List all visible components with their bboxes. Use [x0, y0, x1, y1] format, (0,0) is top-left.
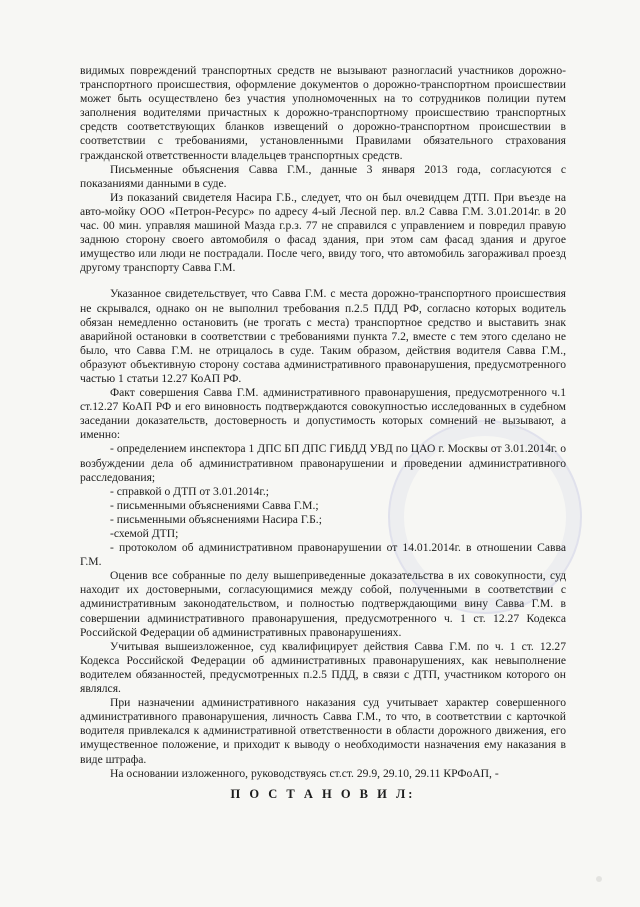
evidence-item-ruling: - определением инспектора 1 ДПС БП ДПС ГИБДД УВД по ЦАО г. Москвы от 3.01.2014г. о возбуждении дела об административном правонарушении и проведении административного расследования;	[80, 442, 566, 484]
paragraph-evidence-intro: Факт совершения Савва Г.М. административного правонарушения, предусмотренного ч.1 ст.12.27 КоАП РФ и его виновность подтверждаются совокупностью исследованных в судебном заседании доказательств, достоверность и допустимость которых сомнений не вызывают, а именно:	[80, 386, 566, 442]
paragraph-sentencing: При назначении административного наказания суд учитывает характер совершенного административного правонарушения, личность Савва Г.М., то что, в соответствии с карточкой водителя привлекался к административной ответственности в области дорожного движения, его имущественное положение, и приходит к выводу о необходимости назначения ему наказания в виде штрафа.	[80, 696, 566, 766]
paragraph-written-explanations: Письменные объяснения Савва Г.М., данные 3 января 2013 года, согласуются с показаниями данными в суде.	[80, 162, 566, 190]
evidence-item-certificate: - справкой о ДТП от 3.01.2014г.;	[110, 484, 269, 498]
paragraph-traffic-rules: видимых повреждений транспортных средств не вызывают разногласий участников дорожно-транспортного происшествия, оформление документов о дорожно-транспортном происшествии может быть осуществлено без участия уполномоченных на то сотрудников полиции путем заполнения водителями причастных к дорожно-транспортному происшествию транспортных средств соответствующих бланков извещений о дорожно-транспортном происшествии в соответствии с требованиями, установленными Правилами обязательного страхования гражданской ответственности владельцев транспортных средств.	[80, 64, 566, 162]
scan-dot	[596, 876, 602, 882]
evidence-item-explanations-savva: - письменными объяснениями Савва Г.М.;	[110, 498, 319, 512]
document-body	[80, 64, 566, 801]
evidence-item-protocol: - протоколом об административном правонарушении от 14.01.2014г. в отношении Савва Г.М.	[80, 541, 566, 569]
ruling-heading: П О С Т А Н О В И Л:	[230, 786, 416, 801]
paragraph-witness-testimony: Из показаний свидетеля Насира Г.Б., следует, что он был очевидцем ДТП. При въезде на авто-мойку ООО «Петрон-Ресурс» по адресу 4-ый Лесной пер. вл.2 Савва Г.М. 3.01.2014г. в 20 час. 00 мин. управляя машиной Мазда г.р.з. 77 не справился с управлением и повредил правую заднюю сторону своего автомобиля о фасад здания, при этом сам фасад здания и другое имущество или люди не пострадали. После чего, ввиду того, что автомобиль загораживал проезд другому транспорту Савва Г.М.	[80, 190, 566, 275]
paragraph-findings: Указанное свидетельствует, что Савва Г.М. с места дорожно-транспортного происшествия не скрывался, однако он не выполнил требования п.2.5 ПДД РФ, согласно которых водитель обязан немедленно остановить (не трогать с места) транспортное средство и выставить знак аварийной остановки в соответствии с требованиями пункта 7.2, вместе с тем этого сделано не было, что Савва Г.М. не отрицалось в суде. Таким образом, действия водителя Савва Г.М., образуют объективную сторону состава административного правонарушения, предусмотренного частью 1 статьи 12.27 КоАП РФ.	[80, 287, 566, 385]
evidence-item-explanations-nasira: - письменными объяснениями Насира Г.Б.;	[110, 512, 322, 526]
paragraph-assessment: Оценив все собранные по делу вышеприведенные доказательства в их совокупности, суд находит их достоверными, согласующимися между собой, полученными в соответствии с административным законодательством, и полностью подтверждающими вину Савва Г.М. в совершении административного правонарушения, предусмотренного ч. 1 ст. 12.27 Кодекса Российской Федерации об административных правонарушениях.	[80, 569, 566, 639]
paragraph-qualification: Учитывая вышеизложенное, суд квалифицирует действия Савва Г.М. по ч. 1 ст. 12.27 Кодекса Российской Федерации об административных правонарушениях, как невыполнение водителем обязанностей, предусмотренных п.2.5 ПДД, в связи с ДТП, участником которого он являлся.	[80, 639, 566, 696]
evidence-item-scheme: -схемой ДТП;	[110, 527, 179, 540]
paragraph-legal-basis: На основании изложенного, руководствуясь ст.ст. 29.9, 29.10, 29.11 КРФоАП, -	[110, 766, 499, 780]
